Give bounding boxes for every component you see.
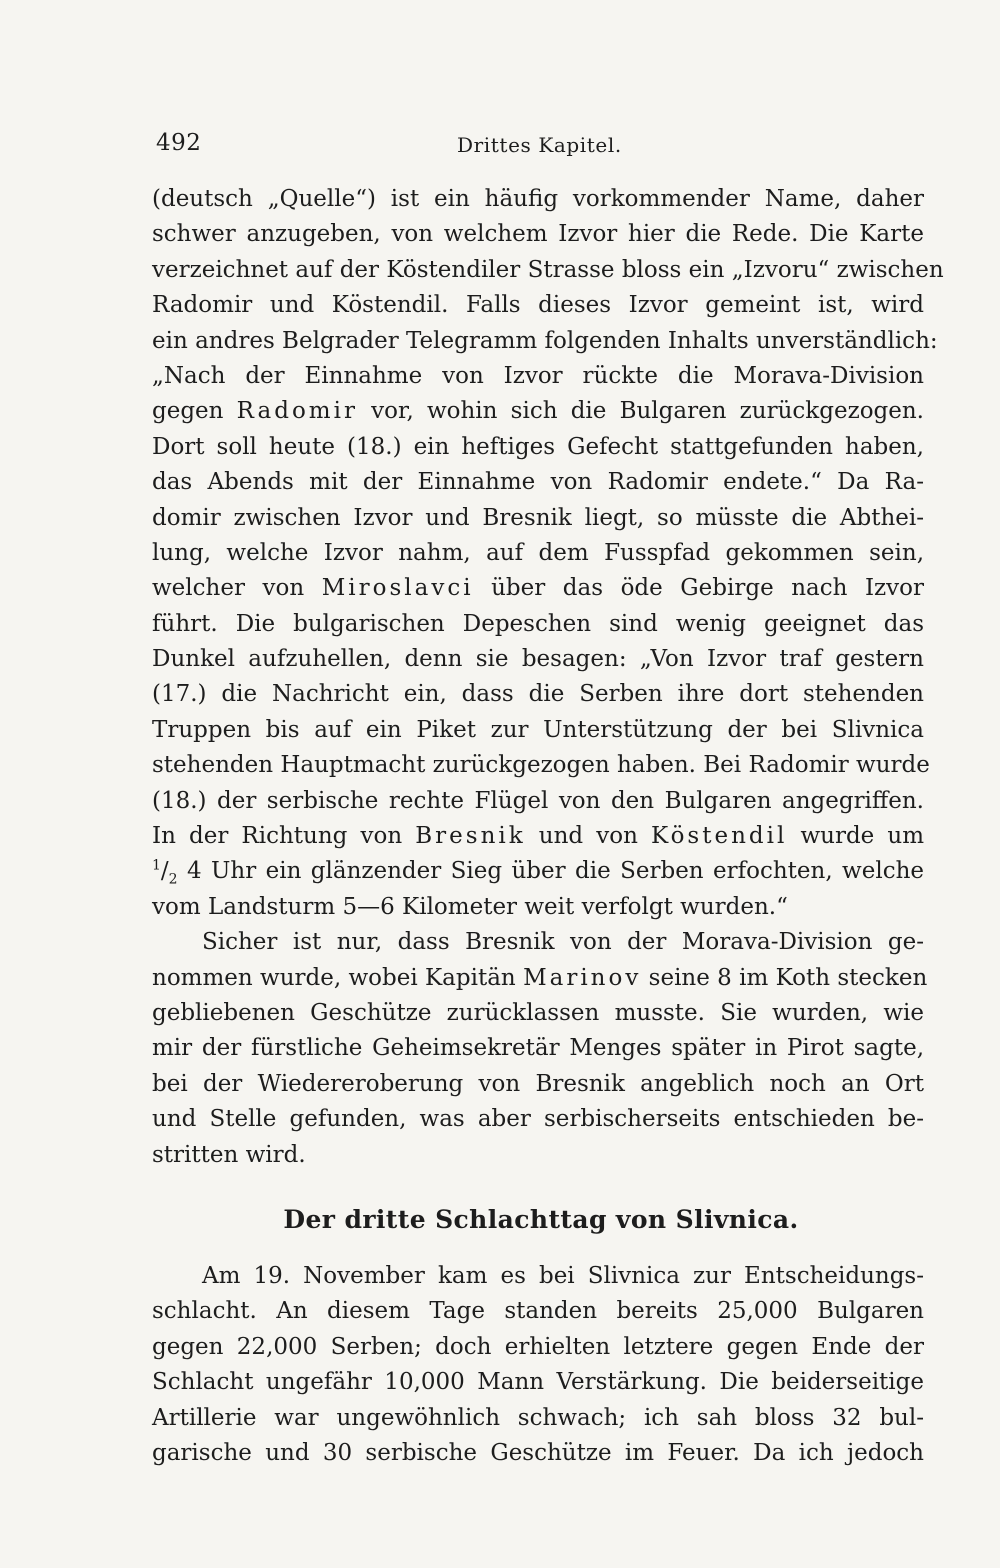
text-fragment: welcher von [152, 575, 305, 602]
text-line: gegen 22,000 Serben; doch erhielten letztere gegen Ende der [152, 1333, 924, 1360]
text-line: Schlacht ungefähr 10,000 Mann Verstärkung. Die beiderseitige [152, 1369, 924, 1396]
spaced-name-bresnik: Bresnik [415, 823, 526, 850]
text-line: vom Landsturm 5—6 Kilometer weit verfolgt wurden.“ [152, 893, 788, 920]
text-fragment: wurde um [800, 823, 925, 850]
text-line [152, 854, 924, 889]
text-line: lung, welche Izvor nahm, auf dem Fusspfad gekommen sein, [152, 539, 924, 566]
text-line: und Stelle gefunden, was aber serbischerseits entschieden be- [152, 1106, 924, 1133]
text-line [152, 394, 924, 429]
text-line: gebliebenen Geschütze zurücklassen musste. Sie wurden, wie [152, 999, 924, 1026]
page-number: 492 [156, 130, 202, 156]
text-line: ein andres Belgrader Telegramm folgenden Inhalts unverständlich: [152, 327, 938, 354]
text-line: schwer anzugeben, von welchem Izvor hier die Rede. Die Karte [152, 221, 924, 248]
spaced-name-miroslavci: Miroslavci [321, 575, 474, 602]
paragraph-bresnik [152, 925, 928, 1173]
fraction-half: $^1/_2$ [152, 857, 178, 889]
text-fragment: über das öde Gebirge nach Izvor [491, 575, 925, 602]
text-line: (17.) die Nachricht ein, dass die Serben ihre dort stehenden [152, 681, 924, 708]
text-line: (deutsch „Quelle“) ist ein häufig vorkommender Name, daher [152, 186, 924, 212]
spaced-name-kostendil: Köstendil [651, 823, 788, 850]
text-line: das Abends mit der Einnahme von Radomir endete.“ Da Ra- [152, 469, 924, 496]
text-line: garische und 30 serbische Geschütze im Feuer. Da ich jedoch [152, 1439, 924, 1466]
text-line: bei der Wiedereroberung von Bresnik angeblich noch an Ort [152, 1070, 924, 1097]
fraction-denominator: 2 [168, 872, 178, 889]
text-fragment: In der Richtung von [152, 823, 403, 850]
text-fragment: 4 Uhr ein glänzender Sieg über die Serben erfochten, welche [187, 858, 924, 885]
text-line: Dort soll heute (18.) ein heftiges Gefecht stattgefunden haben, [152, 433, 924, 460]
spaced-name-radomir: Radomir [236, 398, 358, 425]
section-heading: Der dritte Schlachttag von Slivnica. [283, 1204, 799, 1234]
text-fragment: seine 8 im Koth stecken [648, 964, 928, 991]
text-fragment: nommen wurde, wobei Kapitän [152, 964, 516, 991]
paragraph-battle [152, 1259, 924, 1471]
text-line: stehenden Hauptmacht zurückgezogen haben. Bei Radomir wurde [152, 752, 930, 779]
text-line: schlacht. An diesem Tage standen bereits 25,000 Bulgaren [152, 1298, 924, 1325]
text-line: (18.) der serbische rechte Flügel von den Bulgaren angegriffen. [152, 787, 924, 814]
chapter-title: Drittes Kapitel. [457, 133, 622, 157]
page-body [152, 182, 944, 1471]
running-head [152, 130, 632, 164]
text-line: domir zwischen Izvor und Bresnik liegt, so müsste die Abthei- [152, 504, 924, 531]
fraction-numerator: 1 [152, 857, 161, 874]
text-line: Artillerie war ungewöhnlich schwach; ich sah bloss 32 bul- [152, 1404, 924, 1431]
text-line: Sicher ist nur, dass Bresnik von der Morava-Division ge- [202, 929, 924, 956]
text-line: „Nach der Einnahme von Izvor rückte die Morava-Division [152, 362, 924, 389]
text-line: verzeichnet auf der Köstendiler Strasse bloss ein „Izvoru“ zwischen [152, 256, 944, 283]
text-line: mir der fürstliche Geheimsekretär Menges später in Pirot sagte, [152, 1035, 924, 1062]
paragraph-izvor [152, 182, 944, 925]
text-fragment: gegen [152, 398, 224, 425]
text-line [152, 571, 924, 606]
text-line: führt. Die bulgarischen Depeschen sind wenig geeignet das [152, 610, 924, 637]
text-fragment: und von [538, 823, 638, 850]
text-line [152, 819, 924, 854]
text-fragment: vor, wohin sich die Bulgaren zurückgezogen. [371, 398, 924, 425]
text-line: stritten wird. [152, 1141, 306, 1168]
spaced-name-marinov: Marinov [523, 964, 642, 991]
text-line: Truppen bis auf ein Piket zur Unterstützung der bei Slivnica [152, 716, 924, 743]
text-line: Dunkel aufzuhellen, denn sie besagen: „Von Izvor traf gestern [152, 646, 924, 673]
text-line: Radomir und Köstendil. Falls dieses Izvor gemeint ist, wird [152, 292, 924, 319]
text-line [152, 961, 928, 996]
text-line: Am 19. November kam es bei Slivnica zur Entscheidungs- [202, 1262, 924, 1289]
